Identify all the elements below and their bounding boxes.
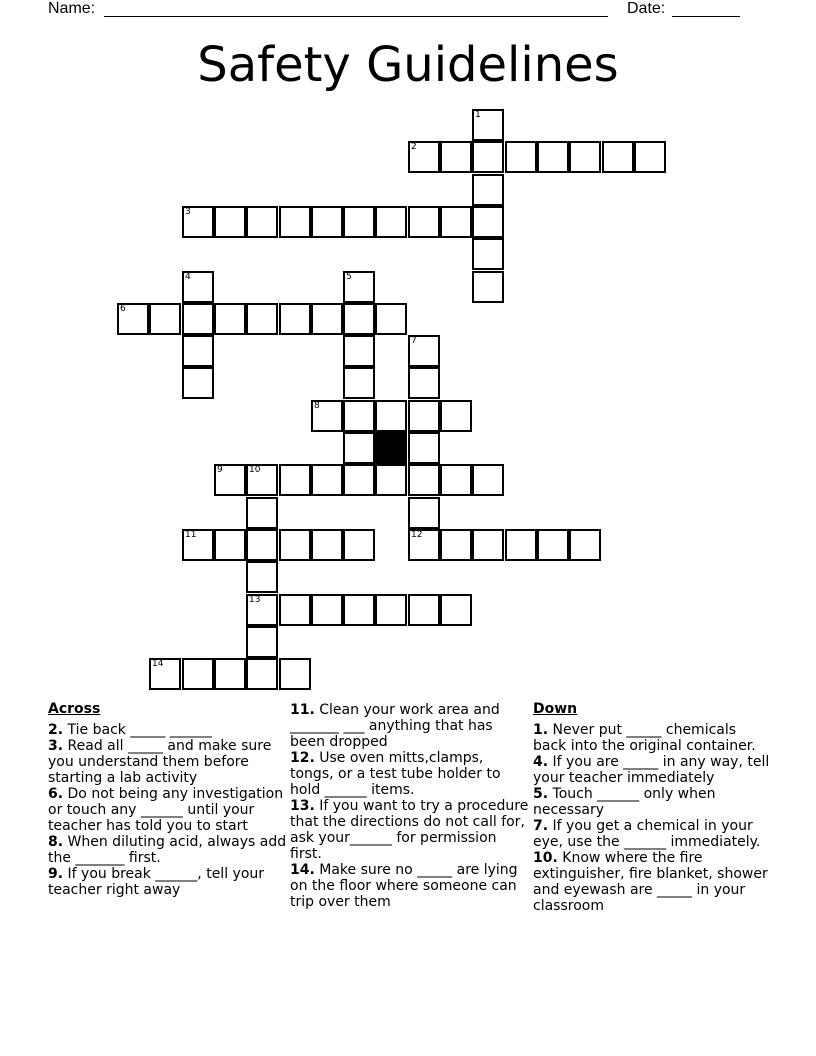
clue-item: [533, 754, 773, 786]
down-heading: Down: [533, 701, 578, 717]
crossword-cell[interactable]: [279, 464, 311, 496]
crossword-cell[interactable]: [182, 367, 214, 399]
crossword-cell[interactable]: [472, 238, 504, 270]
clue-item: [290, 702, 530, 750]
name-label: Name:: [48, 0, 96, 17]
crossword-cell[interactable]: [602, 141, 634, 173]
clue-item: [533, 722, 773, 754]
crossword-cell[interactable]: [182, 206, 214, 238]
crossword-cell[interactable]: [343, 529, 375, 561]
clue-item-number: 9 .: [48, 866, 63, 882]
crossword-cell[interactable]: [214, 464, 246, 496]
across-clue-list: [48, 722, 288, 898]
clue-item-number: 14 .: [290, 862, 315, 878]
clue-item-text: Use oven mitts,clamps, tongs, or a test tube holder to hold ______ items.: [290, 750, 501, 798]
crossword-cell[interactable]: [472, 174, 504, 206]
clue-item-number: 10 .: [533, 850, 558, 866]
crossword-cell[interactable]: [311, 464, 343, 496]
crossword-cell[interactable]: [408, 464, 440, 496]
crossword-cell[interactable]: [214, 303, 246, 335]
crossword-cell[interactable]: [408, 432, 440, 464]
crossword-cell[interactable]: [343, 432, 375, 464]
clue-number: 2: [411, 142, 417, 152]
clue-item: [48, 738, 288, 786]
clue-item: [533, 786, 773, 818]
crossword-cell[interactable]: [472, 109, 504, 141]
clue-item-text: If you get a chemical in your eye, use the ______ immediately.: [533, 818, 761, 850]
clue-number: 6: [120, 304, 126, 314]
crossword-cell[interactable]: [343, 400, 375, 432]
clue-item: [533, 818, 773, 850]
crossword-cell[interactable]: [246, 561, 278, 593]
crossword-cell[interactable]: [537, 141, 569, 173]
crossword-cell[interactable]: [214, 658, 246, 690]
clue-item: [290, 862, 530, 910]
crossword-cell[interactable]: [246, 464, 278, 496]
crossword-cell[interactable]: [182, 271, 214, 303]
crossword-cell[interactable]: [311, 400, 343, 432]
clue-number: 11: [185, 530, 197, 540]
crossword-cell[interactable]: [246, 303, 278, 335]
crossword-cell[interactable]: [117, 303, 149, 335]
clue-item-number: 7 .: [533, 818, 548, 834]
clue-number: 14: [152, 659, 164, 669]
crossword-cell[interactable]: [440, 400, 472, 432]
clue-number: 13: [249, 595, 261, 605]
clue-number: 12: [411, 530, 423, 540]
crossword-cell[interactable]: [311, 206, 343, 238]
crossword-cell[interactable]: [343, 464, 375, 496]
across-clues-column-2: [290, 702, 530, 910]
crossword-cell[interactable]: [149, 658, 181, 690]
crossword-cell[interactable]: [311, 303, 343, 335]
clue-item-number: 5 .: [533, 786, 548, 802]
crossword-cell[interactable]: [408, 497, 440, 529]
crossword-cell[interactable]: [408, 367, 440, 399]
crossword-cell[interactable]: [279, 594, 311, 626]
crossword-cell[interactable]: [246, 206, 278, 238]
crossword-cell[interactable]: [408, 594, 440, 626]
crossword-cell[interactable]: [440, 141, 472, 173]
clue-number: 4: [185, 272, 191, 282]
clue-item-text: Touch ______ only when necessary: [533, 786, 716, 818]
crossword-cell[interactable]: [375, 206, 407, 238]
crossword-block: [375, 432, 407, 464]
crossword-cell[interactable]: [279, 206, 311, 238]
clue-item-text: Do not being any investigation or touch any ______ until your teacher has told you to start: [48, 786, 284, 834]
crossword-cell[interactable]: [634, 141, 666, 173]
down-clue-list: [533, 722, 773, 914]
crossword-cell[interactable]: [343, 335, 375, 367]
clue-number: 1: [475, 110, 481, 120]
clue-item-text: Know where the fire extinguisher, fire blanket, shower and eyewash are _____ in your classroom: [533, 850, 768, 914]
clue-item-number: 3 .: [48, 738, 63, 754]
crossword-cell[interactable]: [440, 206, 472, 238]
clue-item: [48, 786, 288, 834]
crossword-cell[interactable]: [472, 464, 504, 496]
crossword-cell[interactable]: [182, 303, 214, 335]
crossword-cell[interactable]: [505, 529, 537, 561]
clue-item-text: Clean your work area and _______ ___ anything that has been dropped: [290, 702, 500, 750]
clue-item-text: Never put _____ chemicals back into the original container.: [533, 722, 756, 754]
crossword-cell[interactable]: [182, 658, 214, 690]
clue-item: [48, 722, 288, 738]
crossword-cell[interactable]: [182, 335, 214, 367]
clue-item-number: 13 .: [290, 798, 315, 814]
clue-item-number: 8 .: [48, 834, 63, 850]
clue-item-number: 1 .: [533, 722, 548, 738]
clue-item-text: If you want to try a procedure that the directions do not call for, ask your______ for permission first.: [290, 798, 529, 862]
crossword-cell[interactable]: [375, 400, 407, 432]
clue-item-number: 6 .: [48, 786, 63, 802]
page-title: Safety Guidelines: [197, 37, 619, 93]
crossword-cell[interactable]: [472, 529, 504, 561]
crossword-cell[interactable]: [246, 529, 278, 561]
clue-item-text: If you are _____ in any way, tell your teacher immediately: [533, 754, 770, 786]
crossword-cell[interactable]: [149, 303, 181, 335]
crossword-cell[interactable]: [569, 529, 601, 561]
clue-item: [48, 834, 288, 866]
across-heading: Across: [48, 701, 101, 717]
crossword-cell[interactable]: [214, 206, 246, 238]
date-label: Date:: [627, 0, 666, 17]
crossword-cell[interactable]: [440, 594, 472, 626]
clue-item-text: When diluting acid, always add the _______ first.: [48, 834, 287, 866]
crossword-cell[interactable]: [343, 594, 375, 626]
crossword-cell[interactable]: [311, 594, 343, 626]
crossword-cell[interactable]: [472, 206, 504, 238]
clue-number: 8: [314, 401, 320, 411]
crossword-cell[interactable]: [440, 529, 472, 561]
crossword-cell[interactable]: [279, 303, 311, 335]
crossword-cell[interactable]: [375, 464, 407, 496]
clue-item-number: 2 .: [48, 722, 63, 738]
clue-number: 7: [411, 336, 417, 346]
crossword-cell[interactable]: [505, 141, 537, 173]
clue-number: 5: [346, 272, 352, 282]
crossword-cell[interactable]: [472, 141, 504, 173]
clue-number: 9: [217, 465, 223, 475]
clue-number: 3: [185, 207, 191, 217]
crossword-cell[interactable]: [246, 594, 278, 626]
crossword-cell[interactable]: [472, 271, 504, 303]
crossword-cell[interactable]: [343, 367, 375, 399]
clue-item-text: Read all _____ and make sure you understand them before starting a lab activity: [48, 738, 272, 786]
across-clues-column-1: [48, 700, 288, 898]
crossword-cell[interactable]: [182, 529, 214, 561]
crossword-cell[interactable]: [214, 529, 246, 561]
crossword-cell[interactable]: [569, 141, 601, 173]
crossword-cell[interactable]: [279, 529, 311, 561]
clue-item-number: 12 .: [290, 750, 315, 766]
clue-item: [533, 850, 773, 914]
crossword-cell[interactable]: [343, 206, 375, 238]
down-clues-column: [533, 700, 773, 914]
crossword-cell[interactable]: [311, 529, 343, 561]
crossword-cell[interactable]: [408, 141, 440, 173]
crossword-cell[interactable]: [537, 529, 569, 561]
clue-item: [290, 750, 530, 798]
crossword-cell[interactable]: [246, 658, 278, 690]
crossword-cell[interactable]: [343, 303, 375, 335]
crossword-cell[interactable]: [408, 529, 440, 561]
clue-item-text: Make sure no _____ are lying on the floor where someone can trip over them: [290, 862, 518, 910]
clue-item-text: Tie back _____ ______: [67, 722, 212, 738]
crossword-cell[interactable]: [343, 271, 375, 303]
crossword-cell[interactable]: [246, 626, 278, 658]
crossword-cell[interactable]: [375, 303, 407, 335]
clue-item-number: 11 .: [290, 702, 315, 718]
crossword-cell[interactable]: [408, 206, 440, 238]
clue-item: [48, 866, 288, 898]
crossword-cell[interactable]: [408, 400, 440, 432]
across-clue-list: [290, 702, 530, 910]
clue-item: [290, 798, 530, 862]
crossword-cell[interactable]: [408, 335, 440, 367]
crossword-cell[interactable]: [375, 594, 407, 626]
crossword-cell[interactable]: [279, 658, 311, 690]
crossword-cell[interactable]: [246, 497, 278, 529]
clue-number: 10: [249, 465, 261, 475]
crossword-cell[interactable]: [440, 464, 472, 496]
clue-item-number: 4 .: [533, 754, 548, 770]
clue-item-text: If you break ______, tell your teacher right away: [48, 866, 265, 898]
